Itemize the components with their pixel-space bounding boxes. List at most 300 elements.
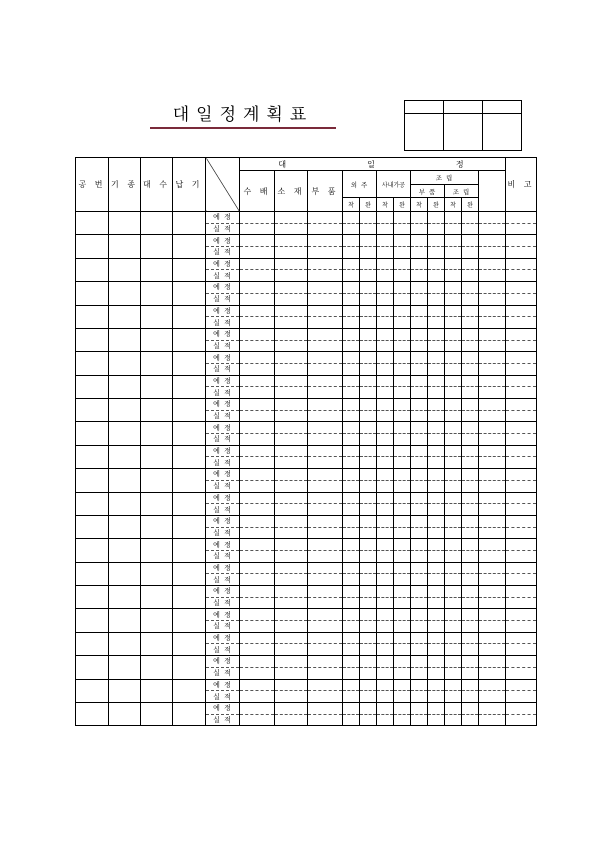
plan-cell[interactable] xyxy=(308,258,343,270)
remarks-cell[interactable] xyxy=(506,270,537,282)
plan-cell[interactable] xyxy=(308,282,343,294)
actual-cell[interactable] xyxy=(275,410,308,422)
actual-cell[interactable] xyxy=(343,363,360,375)
plan-cell[interactable] xyxy=(411,399,428,411)
plan-cell[interactable] xyxy=(479,235,506,247)
plan-cell[interactable] xyxy=(308,305,343,317)
plan-cell[interactable] xyxy=(462,375,479,387)
plan-cell[interactable] xyxy=(411,609,428,621)
plan-cell[interactable] xyxy=(479,702,506,714)
plan-cell[interactable] xyxy=(343,352,360,364)
actual-cell[interactable] xyxy=(377,410,394,422)
remarks-cell[interactable] xyxy=(506,293,537,305)
item-no-cell[interactable] xyxy=(76,445,109,468)
actual-cell[interactable] xyxy=(445,247,462,259)
actual-cell[interactable] xyxy=(360,691,377,703)
model-cell[interactable] xyxy=(109,679,141,702)
item-no-cell[interactable] xyxy=(76,375,109,398)
actual-cell[interactable] xyxy=(445,434,462,446)
plan-cell[interactable] xyxy=(411,282,428,294)
plan-cell[interactable] xyxy=(343,258,360,270)
plan-cell[interactable] xyxy=(479,258,506,270)
actual-cell[interactable] xyxy=(377,691,394,703)
actual-cell[interactable] xyxy=(240,574,275,586)
actual-cell[interactable] xyxy=(275,691,308,703)
actual-cell[interactable] xyxy=(479,714,506,726)
plan-cell[interactable] xyxy=(240,375,275,387)
remarks-cell[interactable] xyxy=(506,667,537,679)
qty-cell[interactable] xyxy=(141,305,173,328)
plan-cell[interactable] xyxy=(360,375,377,387)
qty-cell[interactable] xyxy=(141,586,173,609)
plan-cell[interactable] xyxy=(377,586,394,598)
approval-sign-cell[interactable] xyxy=(444,114,483,151)
actual-cell[interactable] xyxy=(394,597,411,609)
actual-cell[interactable] xyxy=(394,667,411,679)
plan-cell[interactable] xyxy=(308,212,343,224)
actual-cell[interactable] xyxy=(360,527,377,539)
actual-cell[interactable] xyxy=(377,340,394,352)
actual-cell[interactable] xyxy=(411,340,428,352)
actual-cell[interactable] xyxy=(394,527,411,539)
actual-cell[interactable] xyxy=(411,714,428,726)
actual-cell[interactable] xyxy=(377,504,394,516)
actual-cell[interactable] xyxy=(240,293,275,305)
plan-cell[interactable] xyxy=(428,282,445,294)
actual-cell[interactable] xyxy=(462,247,479,259)
actual-cell[interactable] xyxy=(462,223,479,235)
item-no-cell[interactable] xyxy=(76,212,109,235)
actual-cell[interactable] xyxy=(360,644,377,656)
plan-cell[interactable] xyxy=(479,352,506,364)
plan-cell[interactable] xyxy=(360,609,377,621)
plan-cell[interactable] xyxy=(394,258,411,270)
plan-cell[interactable] xyxy=(360,515,377,527)
actual-cell[interactable] xyxy=(462,387,479,399)
plan-cell[interactable] xyxy=(360,679,377,691)
model-cell[interactable] xyxy=(109,212,141,235)
actual-cell[interactable] xyxy=(360,247,377,259)
actual-cell[interactable] xyxy=(275,550,308,562)
plan-cell[interactable] xyxy=(428,702,445,714)
actual-cell[interactable] xyxy=(394,247,411,259)
model-cell[interactable] xyxy=(109,656,141,679)
plan-cell[interactable] xyxy=(445,305,462,317)
actual-cell[interactable] xyxy=(275,621,308,633)
actual-cell[interactable] xyxy=(394,714,411,726)
plan-cell[interactable] xyxy=(360,445,377,457)
plan-cell[interactable] xyxy=(377,492,394,504)
plan-cell[interactable] xyxy=(377,656,394,668)
actual-cell[interactable] xyxy=(360,270,377,282)
plan-cell[interactable] xyxy=(377,399,394,411)
plan-cell[interactable] xyxy=(275,282,308,294)
plan-cell[interactable] xyxy=(394,515,411,527)
plan-cell[interactable] xyxy=(240,562,275,574)
remarks-cell[interactable] xyxy=(506,352,537,364)
plan-cell[interactable] xyxy=(360,656,377,668)
plan-cell[interactable] xyxy=(445,352,462,364)
actual-cell[interactable] xyxy=(275,714,308,726)
plan-cell[interactable] xyxy=(445,609,462,621)
plan-cell[interactable] xyxy=(411,352,428,364)
remarks-cell[interactable] xyxy=(506,714,537,726)
actual-cell[interactable] xyxy=(428,387,445,399)
plan-cell[interactable] xyxy=(479,375,506,387)
plan-cell[interactable] xyxy=(445,539,462,551)
plan-cell[interactable] xyxy=(394,632,411,644)
plan-cell[interactable] xyxy=(394,656,411,668)
actual-cell[interactable] xyxy=(360,387,377,399)
model-cell[interactable] xyxy=(109,422,141,445)
actual-cell[interactable] xyxy=(343,340,360,352)
plan-cell[interactable] xyxy=(411,305,428,317)
actual-cell[interactable] xyxy=(308,457,343,469)
actual-cell[interactable] xyxy=(445,457,462,469)
plan-cell[interactable] xyxy=(360,305,377,317)
actual-cell[interactable] xyxy=(240,644,275,656)
actual-cell[interactable] xyxy=(377,247,394,259)
actual-cell[interactable] xyxy=(275,574,308,586)
plan-cell[interactable] xyxy=(275,492,308,504)
plan-cell[interactable] xyxy=(308,562,343,574)
plan-cell[interactable] xyxy=(394,375,411,387)
actual-cell[interactable] xyxy=(462,340,479,352)
actual-cell[interactable] xyxy=(343,550,360,562)
actual-cell[interactable] xyxy=(377,621,394,633)
actual-cell[interactable] xyxy=(394,293,411,305)
due-cell[interactable] xyxy=(173,258,206,281)
actual-cell[interactable] xyxy=(479,223,506,235)
model-cell[interactable] xyxy=(109,609,141,632)
approval-sign-cell[interactable] xyxy=(483,114,522,151)
actual-cell[interactable] xyxy=(377,270,394,282)
remarks-cell[interactable] xyxy=(506,399,537,411)
plan-cell[interactable] xyxy=(360,632,377,644)
plan-cell[interactable] xyxy=(377,258,394,270)
actual-cell[interactable] xyxy=(240,247,275,259)
actual-cell[interactable] xyxy=(240,527,275,539)
actual-cell[interactable] xyxy=(445,550,462,562)
actual-cell[interactable] xyxy=(240,317,275,329)
due-cell[interactable] xyxy=(173,515,206,538)
plan-cell[interactable] xyxy=(394,609,411,621)
actual-cell[interactable] xyxy=(428,574,445,586)
plan-cell[interactable] xyxy=(445,492,462,504)
plan-cell[interactable] xyxy=(411,656,428,668)
plan-cell[interactable] xyxy=(445,422,462,434)
plan-cell[interactable] xyxy=(411,445,428,457)
plan-cell[interactable] xyxy=(240,632,275,644)
actual-cell[interactable] xyxy=(377,363,394,375)
model-cell[interactable] xyxy=(109,586,141,609)
plan-cell[interactable] xyxy=(479,539,506,551)
actual-cell[interactable] xyxy=(360,293,377,305)
actual-cell[interactable] xyxy=(275,363,308,375)
plan-cell[interactable] xyxy=(462,399,479,411)
actual-cell[interactable] xyxy=(308,387,343,399)
actual-cell[interactable] xyxy=(308,527,343,539)
actual-cell[interactable] xyxy=(377,317,394,329)
plan-cell[interactable] xyxy=(240,469,275,481)
plan-cell[interactable] xyxy=(479,328,506,340)
actual-cell[interactable] xyxy=(428,270,445,282)
actual-cell[interactable] xyxy=(308,597,343,609)
actual-cell[interactable] xyxy=(308,410,343,422)
remarks-cell[interactable] xyxy=(506,632,537,644)
actual-cell[interactable] xyxy=(377,667,394,679)
actual-cell[interactable] xyxy=(394,223,411,235)
plan-cell[interactable] xyxy=(308,352,343,364)
plan-cell[interactable] xyxy=(411,539,428,551)
qty-cell[interactable] xyxy=(141,258,173,281)
actual-cell[interactable] xyxy=(360,480,377,492)
actual-cell[interactable] xyxy=(394,317,411,329)
plan-cell[interactable] xyxy=(479,562,506,574)
plan-cell[interactable] xyxy=(343,609,360,621)
plan-cell[interactable] xyxy=(360,492,377,504)
plan-cell[interactable] xyxy=(343,632,360,644)
plan-cell[interactable] xyxy=(428,375,445,387)
plan-cell[interactable] xyxy=(343,399,360,411)
actual-cell[interactable] xyxy=(428,504,445,516)
plan-cell[interactable] xyxy=(377,679,394,691)
plan-cell[interactable] xyxy=(240,258,275,270)
plan-cell[interactable] xyxy=(377,422,394,434)
actual-cell[interactable] xyxy=(308,504,343,516)
plan-cell[interactable] xyxy=(240,328,275,340)
actual-cell[interactable] xyxy=(411,223,428,235)
actual-cell[interactable] xyxy=(445,340,462,352)
actual-cell[interactable] xyxy=(428,340,445,352)
plan-cell[interactable] xyxy=(308,492,343,504)
actual-cell[interactable] xyxy=(377,387,394,399)
plan-cell[interactable] xyxy=(462,586,479,598)
actual-cell[interactable] xyxy=(343,597,360,609)
actual-cell[interactable] xyxy=(445,504,462,516)
plan-cell[interactable] xyxy=(308,515,343,527)
remarks-cell[interactable] xyxy=(506,340,537,352)
plan-cell[interactable] xyxy=(479,632,506,644)
plan-cell[interactable] xyxy=(479,515,506,527)
qty-cell[interactable] xyxy=(141,632,173,655)
actual-cell[interactable] xyxy=(377,574,394,586)
actual-cell[interactable] xyxy=(343,691,360,703)
actual-cell[interactable] xyxy=(479,434,506,446)
model-cell[interactable] xyxy=(109,632,141,655)
actual-cell[interactable] xyxy=(445,574,462,586)
actual-cell[interactable] xyxy=(479,691,506,703)
plan-cell[interactable] xyxy=(377,445,394,457)
actual-cell[interactable] xyxy=(377,527,394,539)
plan-cell[interactable] xyxy=(240,679,275,691)
qty-cell[interactable] xyxy=(141,235,173,258)
remarks-cell[interactable] xyxy=(506,235,537,247)
remarks-cell[interactable] xyxy=(506,656,537,668)
actual-cell[interactable] xyxy=(462,410,479,422)
qty-cell[interactable] xyxy=(141,469,173,492)
plan-cell[interactable] xyxy=(275,352,308,364)
actual-cell[interactable] xyxy=(377,434,394,446)
actual-cell[interactable] xyxy=(275,644,308,656)
actual-cell[interactable] xyxy=(411,574,428,586)
remarks-cell[interactable] xyxy=(506,258,537,270)
plan-cell[interactable] xyxy=(275,539,308,551)
plan-cell[interactable] xyxy=(428,469,445,481)
plan-cell[interactable] xyxy=(394,562,411,574)
actual-cell[interactable] xyxy=(428,691,445,703)
remarks-cell[interactable] xyxy=(506,609,537,621)
plan-cell[interactable] xyxy=(343,375,360,387)
qty-cell[interactable] xyxy=(141,212,173,235)
item-no-cell[interactable] xyxy=(76,656,109,679)
plan-cell[interactable] xyxy=(275,445,308,457)
actual-cell[interactable] xyxy=(411,387,428,399)
actual-cell[interactable] xyxy=(428,223,445,235)
plan-cell[interactable] xyxy=(308,702,343,714)
actual-cell[interactable] xyxy=(343,574,360,586)
plan-cell[interactable] xyxy=(343,656,360,668)
actual-cell[interactable] xyxy=(275,317,308,329)
plan-cell[interactable] xyxy=(360,352,377,364)
plan-cell[interactable] xyxy=(275,422,308,434)
actual-cell[interactable] xyxy=(479,317,506,329)
plan-cell[interactable] xyxy=(445,399,462,411)
model-cell[interactable] xyxy=(109,399,141,422)
plan-cell[interactable] xyxy=(275,258,308,270)
actual-cell[interactable] xyxy=(343,527,360,539)
plan-cell[interactable] xyxy=(377,539,394,551)
actual-cell[interactable] xyxy=(479,293,506,305)
plan-cell[interactable] xyxy=(394,679,411,691)
plan-cell[interactable] xyxy=(275,562,308,574)
item-no-cell[interactable] xyxy=(76,422,109,445)
actual-cell[interactable] xyxy=(240,434,275,446)
actual-cell[interactable] xyxy=(343,410,360,422)
plan-cell[interactable] xyxy=(394,445,411,457)
plan-cell[interactable] xyxy=(411,469,428,481)
plan-cell[interactable] xyxy=(462,305,479,317)
model-cell[interactable] xyxy=(109,445,141,468)
qty-cell[interactable] xyxy=(141,679,173,702)
plan-cell[interactable] xyxy=(343,328,360,340)
plan-cell[interactable] xyxy=(394,399,411,411)
actual-cell[interactable] xyxy=(462,527,479,539)
plan-cell[interactable] xyxy=(428,492,445,504)
plan-cell[interactable] xyxy=(462,515,479,527)
plan-cell[interactable] xyxy=(411,562,428,574)
due-cell[interactable] xyxy=(173,586,206,609)
plan-cell[interactable] xyxy=(428,235,445,247)
plan-cell[interactable] xyxy=(377,352,394,364)
remarks-cell[interactable] xyxy=(506,247,537,259)
plan-cell[interactable] xyxy=(343,562,360,574)
actual-cell[interactable] xyxy=(428,597,445,609)
actual-cell[interactable] xyxy=(428,363,445,375)
plan-cell[interactable] xyxy=(275,609,308,621)
plan-cell[interactable] xyxy=(479,399,506,411)
plan-cell[interactable] xyxy=(308,679,343,691)
plan-cell[interactable] xyxy=(377,515,394,527)
actual-cell[interactable] xyxy=(275,457,308,469)
actual-cell[interactable] xyxy=(479,247,506,259)
actual-cell[interactable] xyxy=(445,270,462,282)
remarks-cell[interactable] xyxy=(506,282,537,294)
plan-cell[interactable] xyxy=(308,375,343,387)
qty-cell[interactable] xyxy=(141,282,173,305)
plan-cell[interactable] xyxy=(445,702,462,714)
actual-cell[interactable] xyxy=(343,644,360,656)
actual-cell[interactable] xyxy=(479,550,506,562)
actual-cell[interactable] xyxy=(308,550,343,562)
qty-cell[interactable] xyxy=(141,492,173,515)
actual-cell[interactable] xyxy=(377,223,394,235)
model-cell[interactable] xyxy=(109,375,141,398)
plan-cell[interactable] xyxy=(428,422,445,434)
remarks-cell[interactable] xyxy=(506,644,537,656)
actual-cell[interactable] xyxy=(411,504,428,516)
actual-cell[interactable] xyxy=(428,457,445,469)
plan-cell[interactable] xyxy=(275,328,308,340)
actual-cell[interactable] xyxy=(360,410,377,422)
actual-cell[interactable] xyxy=(394,387,411,399)
plan-cell[interactable] xyxy=(462,539,479,551)
plan-cell[interactable] xyxy=(462,469,479,481)
actual-cell[interactable] xyxy=(377,714,394,726)
plan-cell[interactable] xyxy=(360,258,377,270)
plan-cell[interactable] xyxy=(394,702,411,714)
actual-cell[interactable] xyxy=(377,480,394,492)
plan-cell[interactable] xyxy=(479,586,506,598)
plan-cell[interactable] xyxy=(275,305,308,317)
plan-cell[interactable] xyxy=(445,679,462,691)
plan-cell[interactable] xyxy=(360,282,377,294)
due-cell[interactable] xyxy=(173,422,206,445)
plan-cell[interactable] xyxy=(462,445,479,457)
plan-cell[interactable] xyxy=(428,305,445,317)
plan-cell[interactable] xyxy=(411,212,428,224)
actual-cell[interactable] xyxy=(411,270,428,282)
actual-cell[interactable] xyxy=(411,363,428,375)
plan-cell[interactable] xyxy=(240,212,275,224)
remarks-cell[interactable] xyxy=(506,480,537,492)
actual-cell[interactable] xyxy=(479,621,506,633)
qty-cell[interactable] xyxy=(141,375,173,398)
actual-cell[interactable] xyxy=(360,621,377,633)
remarks-cell[interactable] xyxy=(506,317,537,329)
actual-cell[interactable] xyxy=(275,504,308,516)
actual-cell[interactable] xyxy=(411,550,428,562)
plan-cell[interactable] xyxy=(411,702,428,714)
due-cell[interactable] xyxy=(173,352,206,375)
plan-cell[interactable] xyxy=(360,399,377,411)
actual-cell[interactable] xyxy=(343,457,360,469)
qty-cell[interactable] xyxy=(141,656,173,679)
remarks-cell[interactable] xyxy=(506,375,537,387)
due-cell[interactable] xyxy=(173,679,206,702)
item-no-cell[interactable] xyxy=(76,352,109,375)
actual-cell[interactable] xyxy=(411,434,428,446)
due-cell[interactable] xyxy=(173,445,206,468)
remarks-cell[interactable] xyxy=(506,492,537,504)
plan-cell[interactable] xyxy=(240,586,275,598)
item-no-cell[interactable] xyxy=(76,702,109,725)
plan-cell[interactable] xyxy=(479,282,506,294)
plan-cell[interactable] xyxy=(240,609,275,621)
actual-cell[interactable] xyxy=(275,480,308,492)
remarks-cell[interactable] xyxy=(506,702,537,714)
remarks-cell[interactable] xyxy=(506,586,537,598)
